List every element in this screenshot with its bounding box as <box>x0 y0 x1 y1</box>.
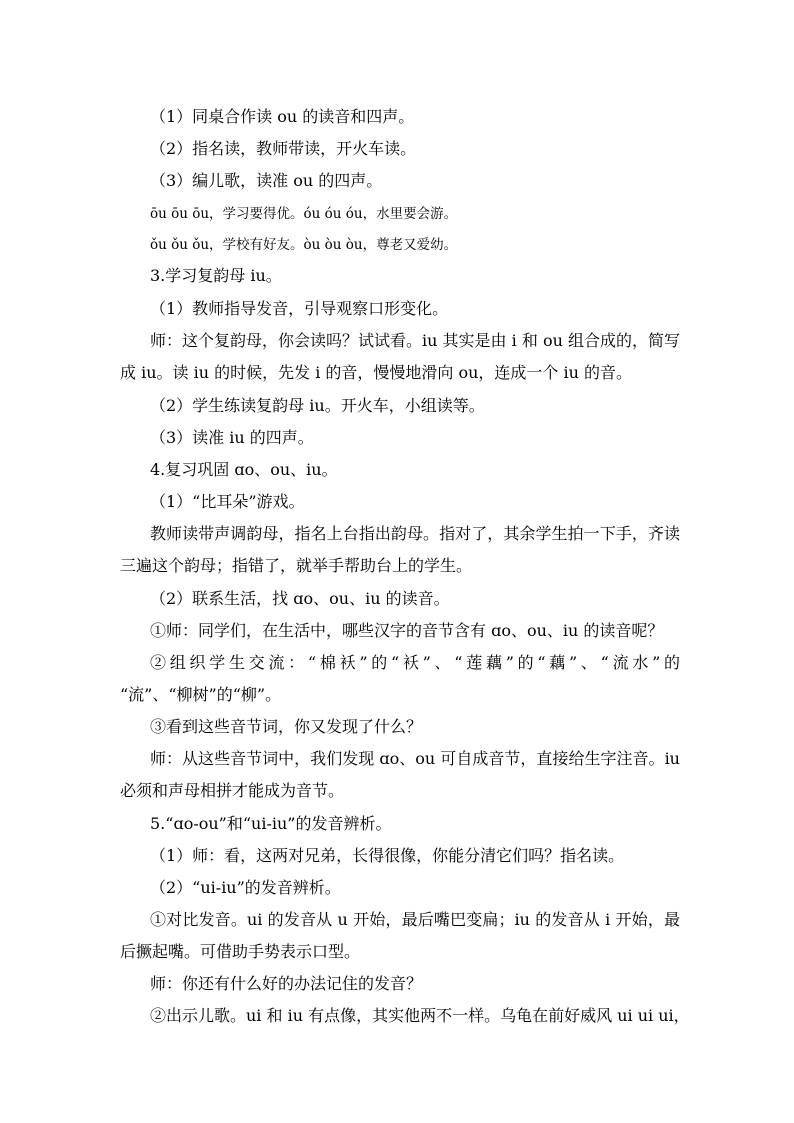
section-heading: 4.复习巩固 ɑo、ou、iu。 <box>150 460 338 479</box>
text-line: ②出示儿歌。ui 和 iu 有点像，其实他两不一样。乌龟在前好威风 ui ui ui， <box>150 1006 690 1025</box>
text-line: ②组织学生交流：“棉袄”的“袄”、“莲藕”的“藕”、“流水”的 <box>150 653 680 672</box>
text-line: （1）教师指导发音，引导观察口形变化。 <box>150 299 449 318</box>
text-line: ①师：同学们，在生活中，哪些汉字的音节含有 ɑo、ou、iu 的读音呢？ <box>150 621 664 640</box>
section-heading: 3.学习复韵母 iu。 <box>150 266 282 285</box>
text-line: 教师读带声调韵母，指名上台指出韵母。指对了，其余学生拍一下手，齐读 <box>150 524 680 543</box>
text-line: 师：这个复韵母，你会读吗？试试看。iu 其实是由 i 和 ou 组合成的，简写 <box>150 331 680 350</box>
text-line: （3）编儿歌，读准 ou 的四声。 <box>150 171 383 190</box>
text-line: （1）同桌合作读 ou 的读音和四声。 <box>150 107 415 126</box>
text-line: “流”、“柳树”的“柳”。 <box>120 685 282 704</box>
section-heading: 5.“ɑo-ou”和“ui-iu”的发音辨析。 <box>150 814 392 833</box>
text-line: 三遍这个韵母；指错了，就举手帮助台上的学生。 <box>120 556 473 575</box>
text-line: （1）师：看，这两对兄弟，长得很像，你能分清它们吗？指名读。 <box>150 846 625 865</box>
text-line: （2）“ui-iu”的发音辨析。 <box>150 878 341 897</box>
text-line: （2）联系生活，找 ɑo、ou、iu 的读音。 <box>150 589 450 608</box>
text-line: 师：你还有什么好的办法记住的发音？ <box>150 974 423 993</box>
text-line: ōu ōu ōu，学习要得优。óu óu óu，水里要会游。 <box>150 206 458 222</box>
text-line: 成 iu。读 iu 的时候，先发 i 的音，慢慢地滑向 ou，连成一个 iu 的音。 <box>120 363 633 382</box>
text-line: ①对比发音。ui 的发音从 u 开始，最后嘴巴变扁；iu 的发音从 i 开始，最 <box>150 910 680 929</box>
text-line: （3）读准 iu 的四声。 <box>150 428 314 447</box>
text-line: 后撅起嘴。可借助手势表示口型。 <box>120 942 361 961</box>
text-line: （1）“比耳朵”游戏。 <box>150 492 305 511</box>
text-line: （2）指名读，教师带读，开火车读。 <box>150 139 417 158</box>
text-line: ③看到这些音节词，你又发现了什么？ <box>150 717 423 736</box>
text-line: 必须和声母相拼才能成为音节。 <box>120 781 345 800</box>
text-line: ǒu ǒu ǒu，学校有好友。òu òu òu，尊老又爱幼。 <box>150 237 458 253</box>
text-line: 师：从这些音节词中，我们发现 ɑo、ou 可自成音节，直接给生字注音。iu <box>150 749 680 768</box>
text-line: （2）学生练读复韵母 iu。开火车，小组读等。 <box>150 396 485 415</box>
